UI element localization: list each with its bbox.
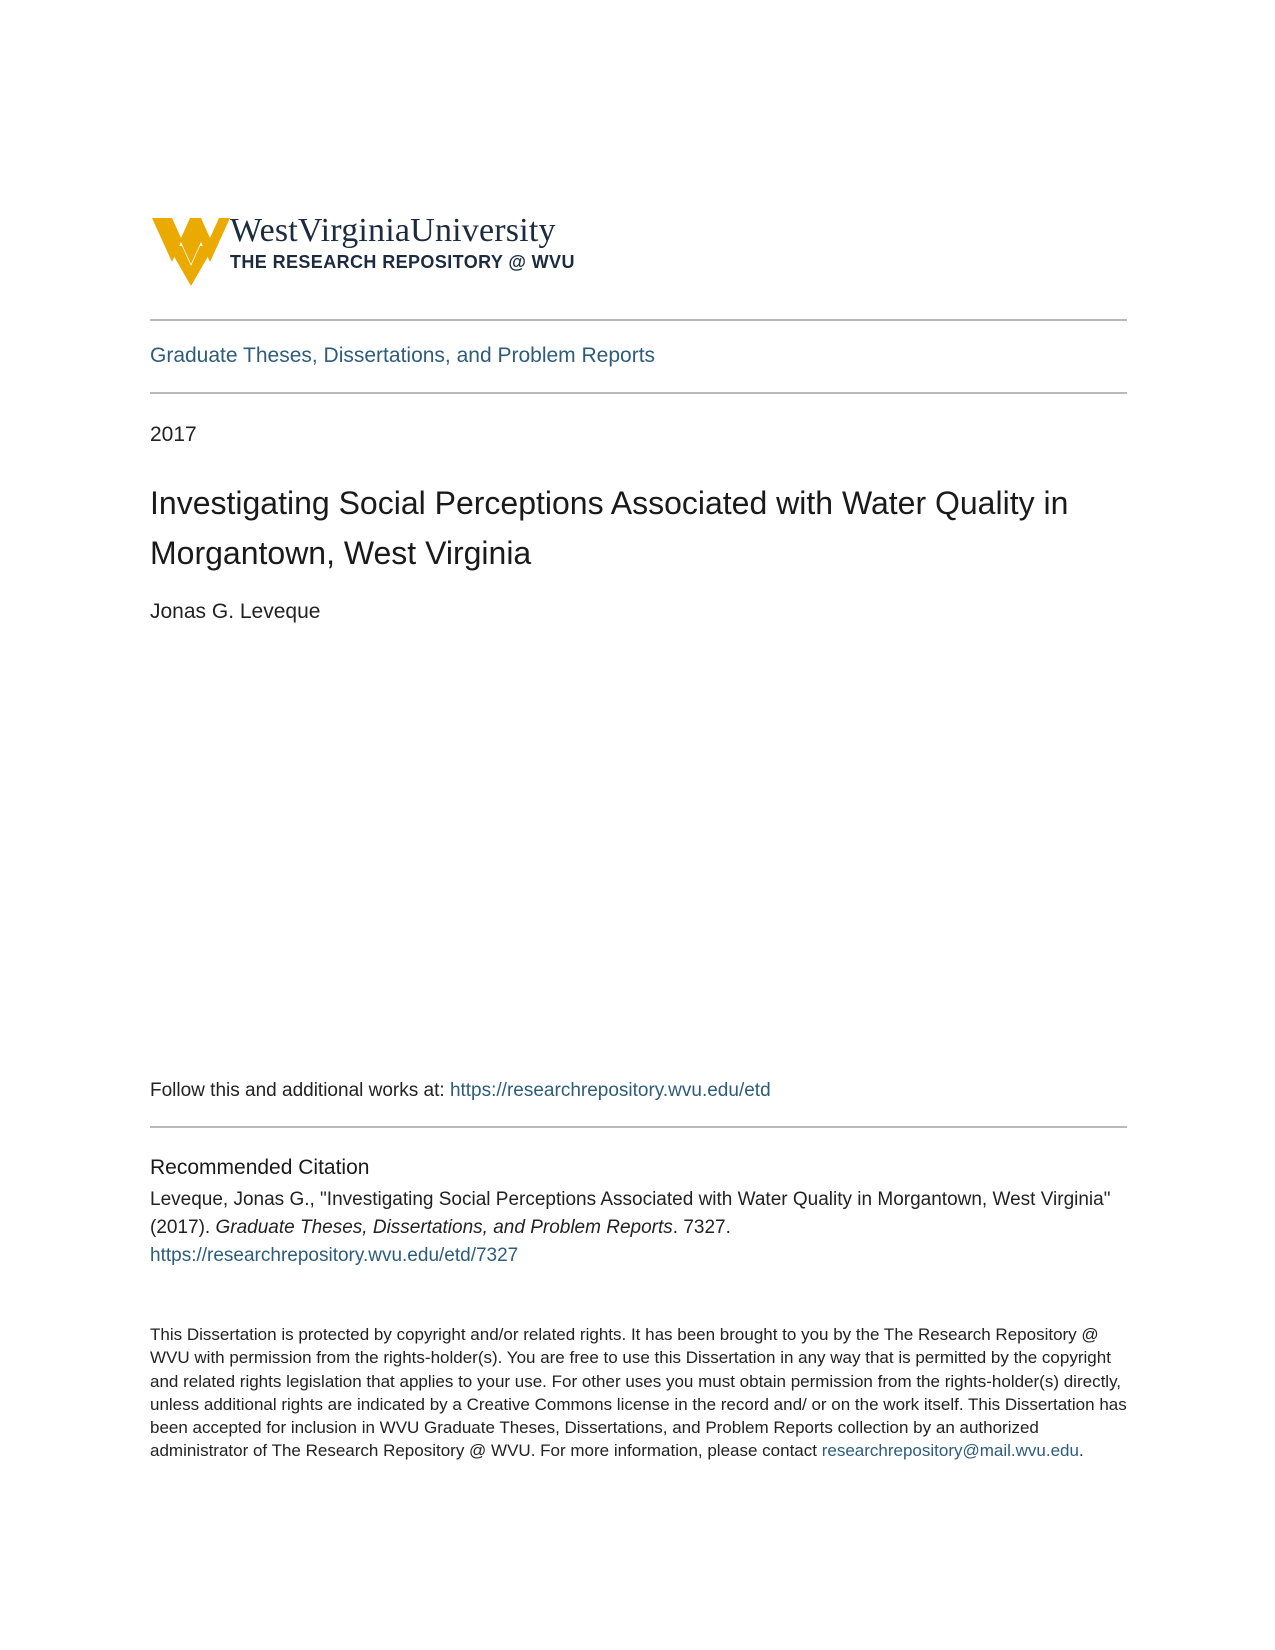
citation-link[interactable]: https://researchrepository.wvu.edu/etd/7327: [150, 1245, 519, 1266]
citation-body: [150, 1186, 1130, 1270]
logo-subline: THE RESEARCH REPOSITORY @ WVU: [230, 252, 575, 272]
citation-series: Graduate Theses, Dissertations, and Problem Reports: [215, 1217, 673, 1238]
citation-text: Leveque, Jonas G., "Investigating Social Perceptions Associated with Water Quality in Morgantown, West Virginia" (2017).: [150, 1189, 1111, 1238]
author-name: Jonas G. Leveque: [150, 600, 321, 623]
repository-link[interactable]: https://researchrepository.wvu.edu/etd: [449, 1080, 771, 1101]
citation-number: . 7327.: [672, 1217, 731, 1238]
divider: [150, 1126, 1127, 1128]
divider: [150, 319, 1127, 321]
follow-line: [150, 1080, 771, 1102]
wvu-logo: [152, 212, 602, 288]
citation-heading: Recommended Citation: [150, 1156, 370, 1179]
follow-prefix: Follow this and additional works at:: [150, 1080, 450, 1101]
publication-year: 2017: [150, 423, 197, 446]
rights-text: This Dissertation is protected by copyright and/or related rights. It has been brought to you by the The Research Repository @ WVU with permission from the rights-holder(s). You are free to use this Dissertation in any way that is permitted by the copyright and related rights legislation that applies to your use. For other uses you must obtain permission from the rights-holder(s) directly, unless additional rights are indicated by a Creative Commons license in the record and/ or on the work itself. This Dissertation has been accepted for inclusion in WVU Graduate Theses, Dissertations, and Problem Reports collection by an authorized administrator of The Research Repository @ WVU. For more information, please contact: [150, 1325, 1127, 1461]
document-title: Investigating Social Perceptions Associated with Water Quality in Morgantown, West Virginia: [150, 485, 1069, 571]
divider: [150, 392, 1127, 394]
logo-wordmark: WestVirginiaUniversity: [230, 212, 556, 249]
rights-statement: [150, 1323, 1130, 1463]
rights-end: .: [1078, 1441, 1084, 1461]
contact-email-link[interactable]: researchrepository@mail.wvu.edu: [821, 1441, 1079, 1461]
collection-link[interactable]: Graduate Theses, Dissertations, and Problem Reports: [150, 344, 656, 367]
flying-wv-icon: [152, 216, 230, 286]
